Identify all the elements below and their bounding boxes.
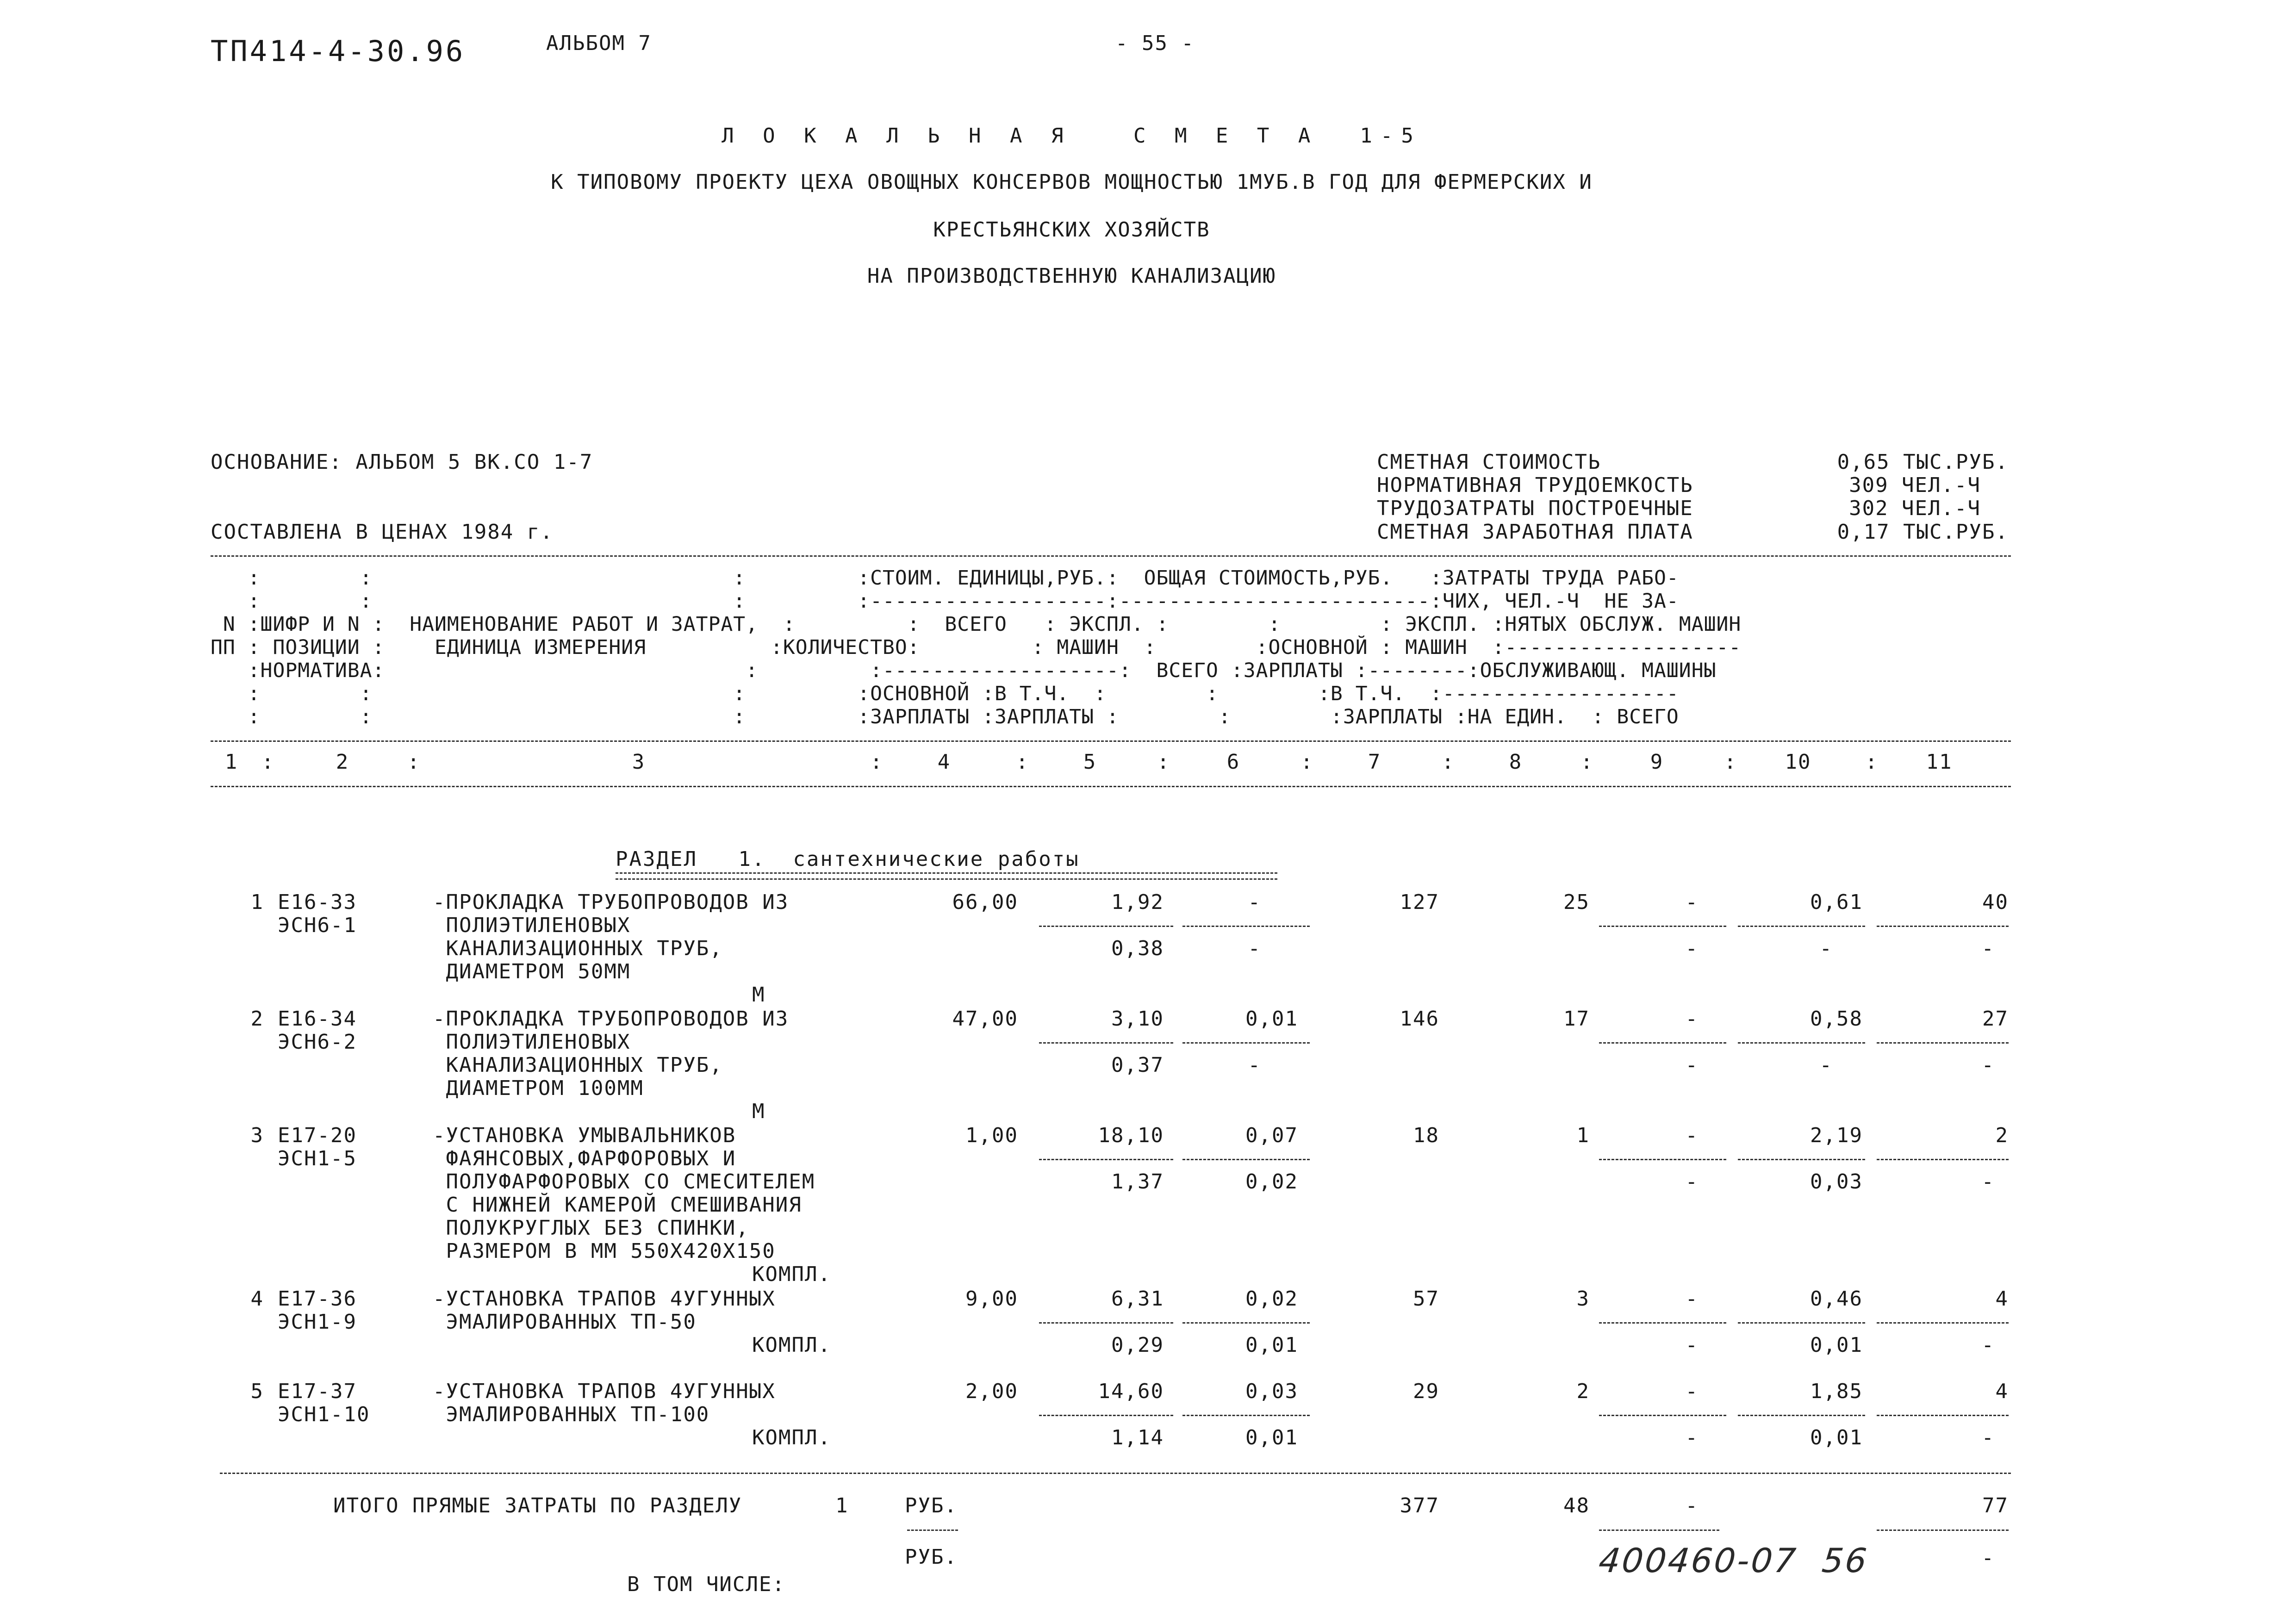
row-quantity: 2,00 — [965, 1380, 1018, 1403]
row-name-line: ПОЛУФАРФОРОВЫХ СО СМЕСИТЕЛЕМ — [433, 1170, 815, 1194]
row-unit-wage: 0,37 — [1111, 1053, 1164, 1077]
column-separator: : — [1865, 750, 1879, 774]
totals-unit: РУБ. — [905, 1494, 958, 1517]
row-machine-total-wage: - — [1685, 1053, 1699, 1077]
row-service-unit: 0,01 — [1810, 1426, 1863, 1449]
row-labor-total: 2 — [1995, 1124, 2009, 1147]
row-divider — [1738, 1159, 1865, 1160]
row-code-secondary: ЭСН1-10 — [278, 1403, 370, 1426]
row-wages: 3 — [1576, 1287, 1590, 1311]
row-name-line: ЭМАЛИРОВАННЫХ ТП-100 — [433, 1403, 710, 1426]
column-separator: : — [1157, 750, 1170, 774]
row-divider — [1182, 1159, 1310, 1160]
row-divider — [1877, 1042, 2009, 1044]
row-number: 3 — [250, 1124, 264, 1147]
row-quantity: 1,00 — [965, 1124, 1018, 1147]
row-name-line: КАНАЛИЗАЦИОННЫХ ТРУБ, — [433, 1053, 723, 1077]
row-divider — [1877, 1322, 2009, 1324]
basis-text: ОСНОВАНИЕ: АЛЬБОМ 5 ВК.СО 1-7 — [211, 450, 593, 474]
row-wages: 2 — [1576, 1380, 1590, 1403]
doc-subtitle-2: КРЕСТЬЯНСКИХ ХОЗЯЙСТВ — [933, 218, 1210, 242]
row-number: 1 — [250, 890, 264, 914]
row-number: 5 — [250, 1380, 264, 1403]
totals-unit-secondary: РУБ. — [905, 1545, 958, 1569]
row-divider — [1039, 1415, 1173, 1416]
row-machine-total: - — [1685, 890, 1699, 914]
row-name-line: -УСТАНОВКА ТРАПОВ 4УГУННЫХ — [433, 1287, 776, 1311]
column-number: 5 — [1083, 750, 1097, 774]
summary-value: 309 ЧЕЛ.-Ч — [1849, 473, 1981, 497]
row-unit-cost: 14,60 — [1098, 1380, 1164, 1403]
row-unit-cost: 3,10 — [1111, 1007, 1164, 1031]
row-unit-cost: 18,10 — [1098, 1124, 1164, 1147]
row-service-total: - — [1981, 1170, 1995, 1194]
row-code: Е16-33 — [278, 890, 357, 914]
row-labor-total: 40 — [1982, 890, 2009, 914]
totals-divider — [907, 1530, 958, 1531]
header-line: : : : :СТОИМ. ЕДИНИЦЫ,РУБ.: ОБЩАЯ СТОИМОСТЬ,РУБ. :ЗАТРАТЫ ТРУДА РАБО- — [211, 566, 1679, 590]
row-machine-wage: 0,01 — [1245, 1333, 1298, 1357]
row-code: Е17-20 — [278, 1124, 357, 1147]
row-service-unit: - — [1819, 1053, 1833, 1077]
row-divider — [1182, 926, 1310, 927]
totals-labor-total: 77 — [1982, 1494, 2009, 1517]
row-wages: 1 — [1576, 1124, 1590, 1147]
row-name-line: РАЗМЕРОМ В ММ 550Х420Х150 — [433, 1239, 776, 1263]
row-machine-cost: 0,01 — [1245, 1007, 1298, 1031]
row-total-cost: 127 — [1400, 890, 1439, 914]
header-line: : : : :ЗАРПЛАТЫ :ЗАРПЛАТЫ : : :ЗАРПЛАТЫ :НА ЕДИН. : ВСЕГО — [211, 705, 1679, 728]
column-separator: : — [1442, 750, 1455, 774]
row-machine-cost: - — [1248, 890, 1261, 914]
row-number: 2 — [250, 1007, 264, 1031]
album-label: АЛЬБОМ 7 — [546, 31, 652, 55]
page-number: - 55 - — [1115, 31, 1195, 55]
row-machine-total: - — [1685, 1124, 1699, 1147]
totals-divider — [1877, 1530, 2009, 1531]
row-quantity: 66,00 — [952, 890, 1018, 914]
row-divider — [1738, 1415, 1865, 1416]
row-divider — [1039, 1042, 1173, 1044]
row-divider — [1877, 1159, 2009, 1160]
totals-label: ИТОГО ПРЯМЫЕ ЗАТРАТЫ ПО РАЗДЕЛУ — [333, 1494, 742, 1517]
row-machine-total-wage: - — [1685, 1426, 1699, 1449]
column-separator: : — [1724, 750, 1737, 774]
row-unit-cost: 1,92 — [1111, 890, 1164, 914]
row-code: Е17-36 — [278, 1287, 357, 1311]
header-line: : : : :-------------------:-------------------------:ЧИХ, ЧЕЛ.-Ч НЕ ЗА- — [211, 590, 1679, 613]
row-divider — [1182, 1415, 1310, 1416]
row-divider — [1599, 1415, 1726, 1416]
row-unit: М — [752, 1100, 765, 1123]
summary-value: 302 ЧЕЛ.-Ч — [1849, 497, 1981, 520]
header-line: N :ШИФР И N : НАИМЕНОВАНИЕ РАБОТ И ЗАТРАТ, : : ВСЕГО : ЭКСПЛ. : : : ЭКСПЛ. :НЯТЫХ ОБСЛУЖ. МАШИН — [211, 613, 1742, 636]
doc-subtitle-3: НА ПРОИЗВОДСТВЕННУЮ КАНАЛИЗАЦИЮ — [867, 264, 1276, 288]
column-number: 4 — [937, 750, 951, 774]
row-name-line: С НИЖНЕЙ КАМЕРОЙ СМЕШИВАНИЯ — [433, 1193, 802, 1217]
summary-label: СМЕТНАЯ ЗАРАБОТНАЯ ПЛАТА — [1377, 520, 1693, 544]
row-name-line: -ПРОКЛАДКА ТРУБОПРОВОДОВ ИЗ — [433, 1007, 789, 1031]
row-labor-total: 4 — [1995, 1380, 2009, 1403]
row-divider — [1599, 1159, 1726, 1160]
column-separator: : — [407, 750, 421, 774]
row-labor-unit: 2,19 — [1810, 1124, 1863, 1147]
column-number: 9 — [1650, 750, 1664, 774]
row-machine-cost: 0,07 — [1245, 1124, 1298, 1147]
row-code-secondary: ЭСН6-2 — [278, 1030, 357, 1054]
column-separator: : — [1016, 750, 1029, 774]
column-number: 6 — [1226, 750, 1240, 774]
row-divider — [1877, 926, 2009, 927]
row-unit-wage: 0,29 — [1111, 1333, 1164, 1357]
section-underline — [616, 872, 1277, 880]
column-separator: : — [1300, 750, 1314, 774]
summary-label: НОРМАТИВНАЯ ТРУДОЕМКОСТЬ — [1377, 473, 1693, 497]
column-number: 3 — [632, 750, 646, 774]
column-separator: : — [1580, 750, 1594, 774]
row-service-unit: 0,01 — [1810, 1333, 1863, 1357]
row-name-line: -УСТАНОВКА УМЫВАЛЬНИКОВ — [433, 1124, 736, 1147]
row-service-total: - — [1981, 1333, 1995, 1357]
column-number: 1 — [224, 750, 238, 774]
row-name-line: ЭМАЛИРОВАННЫХ ТП-50 — [433, 1310, 697, 1334]
totals-including-label: В ТОМ ЧИСЛЕ: — [627, 1573, 785, 1596]
row-machine-total: - — [1685, 1287, 1699, 1311]
row-divider — [1599, 1322, 1726, 1324]
totals-labor-secondary: - — [1981, 1546, 1995, 1570]
row-code: Е16-34 — [278, 1007, 357, 1031]
column-number: 7 — [1368, 750, 1381, 774]
table-top-rule — [211, 555, 2011, 557]
header-line: :НОРМАТИВА: : :-------------------: ВСЕГО :ЗАРПЛАТЫ :--------:ОБСЛУЖИВАЮЩ. МАШИНЫ — [211, 659, 1717, 682]
row-unit: М — [752, 983, 765, 1007]
row-unit-wage: 1,14 — [1111, 1426, 1164, 1449]
column-number: 2 — [336, 750, 349, 774]
row-machine-total: - — [1685, 1380, 1699, 1403]
totals-total-cost: 377 — [1400, 1494, 1439, 1517]
totals-section-number: 1 — [835, 1494, 849, 1517]
doc-title: Л О К А Л Ь Н А Я С М Е Т А 1-5 — [722, 124, 1422, 148]
row-divider — [1738, 926, 1865, 927]
totals-wages: 48 — [1563, 1494, 1590, 1517]
column-separator: : — [870, 750, 884, 774]
row-wages: 17 — [1563, 1007, 1590, 1031]
row-service-total: - — [1981, 1426, 1995, 1449]
row-name-line: ДИАМЕТРОМ 100ММ — [433, 1076, 644, 1100]
row-unit-wage: 1,37 — [1111, 1170, 1164, 1194]
row-divider — [1182, 1042, 1310, 1044]
row-machine-total: - — [1685, 1007, 1699, 1031]
column-separator: : — [261, 750, 275, 774]
row-name-line: ДИАМЕТРОМ 50ММ — [433, 960, 631, 983]
row-labor-total: 27 — [1982, 1007, 2009, 1031]
column-number: 8 — [1509, 750, 1523, 774]
row-name-line: -УСТАНОВКА ТРАПОВ 4УГУННЫХ — [433, 1380, 776, 1403]
row-number: 4 — [250, 1287, 264, 1311]
row-name-line: -ПРОКЛАДКА ТРУБОПРОВОДОВ ИЗ — [433, 890, 789, 914]
row-divider — [1738, 1042, 1865, 1044]
row-divider — [1599, 1042, 1726, 1044]
row-service-unit: - — [1819, 937, 1833, 960]
row-unit: КОМПЛ. — [752, 1426, 831, 1449]
row-divider — [1738, 1322, 1865, 1324]
row-labor-unit: 0,58 — [1810, 1007, 1863, 1031]
row-machine-cost: 0,02 — [1245, 1287, 1298, 1311]
row-code-secondary: ЭСН1-5 — [278, 1147, 357, 1170]
row-total-cost: 18 — [1413, 1124, 1439, 1147]
row-service-unit: 0,03 — [1810, 1170, 1863, 1194]
row-code: Е17-37 — [278, 1380, 357, 1403]
row-machine-wage: - — [1248, 937, 1261, 960]
summary-value: 0,65 ТЫС.РУБ. — [1837, 450, 2009, 474]
row-divider — [1039, 1322, 1173, 1324]
totals-machine-total: - — [1685, 1494, 1699, 1517]
row-machine-total-wage: - — [1685, 937, 1699, 960]
row-machine-wage: 0,02 — [1245, 1170, 1298, 1194]
row-total-cost: 29 — [1413, 1380, 1439, 1403]
row-labor-unit: 0,61 — [1810, 890, 1863, 914]
row-total-cost: 146 — [1400, 1007, 1439, 1031]
row-quantity: 47,00 — [952, 1007, 1018, 1031]
row-divider — [1182, 1322, 1310, 1324]
row-name-line: ПОЛУКРУГЛЫХ БЕЗ СПИНКИ, — [433, 1216, 749, 1240]
row-service-total: - — [1981, 937, 1995, 960]
row-quantity: 9,00 — [965, 1287, 1018, 1311]
row-service-total: - — [1981, 1053, 1995, 1077]
row-unit: КОМПЛ. — [752, 1333, 831, 1357]
column-numbers-rule — [211, 786, 2011, 787]
row-name-line: ПОЛИЭТИЛЕНОВЫХ — [433, 1030, 631, 1054]
prices-text: СОСТАВЛЕНА В ЦЕНАХ 1984 г. — [211, 520, 554, 544]
summary-label: СМЕТНАЯ СТОИМОСТЬ — [1377, 450, 1601, 474]
row-machine-cost: 0,03 — [1245, 1380, 1298, 1403]
row-total-cost: 57 — [1413, 1287, 1439, 1311]
row-labor-total: 4 — [1995, 1287, 2009, 1311]
row-divider — [1877, 1415, 2009, 1416]
summary-label: ТРУДОЗАТРАТЫ ПОСТРОЕЧНЫЕ — [1377, 497, 1693, 520]
totals-divider — [1599, 1530, 1719, 1531]
header-rule — [211, 740, 2011, 742]
row-name-line: КАНАЛИЗАЦИОННЫХ ТРУБ, — [433, 937, 723, 960]
row-code-secondary: ЭСН6-1 — [278, 914, 357, 937]
handwritten-note: 400460-07 56 — [1597, 1541, 1871, 1580]
row-labor-unit: 0,46 — [1810, 1287, 1863, 1311]
row-name-line: ПОЛИЭТИЛЕНОВЫХ — [433, 914, 631, 937]
row-divider — [1039, 1159, 1173, 1160]
row-unit-wage: 0,38 — [1111, 937, 1164, 960]
project-code: ТП414-4-30.96 — [211, 34, 466, 68]
row-name-line: ФАЯНСОВЫХ,ФАРФОРОВЫХ И — [433, 1147, 736, 1170]
header-line: ПП : ПОЗИЦИИ : ЕДИНИЦА ИЗМЕРЕНИЯ :КОЛИЧЕСТВО: : МАШИН : :ОСНОВНОЙ : МАШИН :------------------- — [211, 636, 1742, 659]
section-label: РАЗДЕЛ 1. сантехнические работы — [616, 847, 1080, 871]
row-divider — [1039, 926, 1173, 927]
row-code-secondary: ЭСН1-9 — [278, 1310, 357, 1334]
row-machine-total-wage: - — [1685, 1333, 1699, 1357]
row-unit-cost: 6,31 — [1111, 1287, 1164, 1311]
doc-subtitle-1: К ТИПОВОМУ ПРОЕКТУ ЦЕХА ОВОЩНЫХ КОНСЕРВОВ МОЩНОСТЬЮ 1МУБ.В ГОД ДЛЯ ФЕРМЕРСКИХ И — [551, 170, 1593, 194]
column-number: 11 — [1926, 750, 1953, 774]
row-wages: 25 — [1563, 890, 1590, 914]
row-machine-wage: 0,01 — [1245, 1426, 1298, 1449]
column-number: 10 — [1785, 750, 1811, 774]
row-labor-unit: 1,85 — [1810, 1380, 1863, 1403]
header-line: : : : :ОСНОВНОЙ :В Т.Ч. : : :В Т.Ч. :------------------- — [211, 682, 1679, 705]
summary-value: 0,17 ТЫС.РУБ. — [1837, 520, 2009, 544]
row-unit: КОМПЛ. — [752, 1262, 831, 1286]
totals-rule — [220, 1473, 2011, 1474]
row-machine-wage: - — [1248, 1053, 1261, 1077]
row-divider — [1599, 926, 1726, 927]
row-machine-total-wage: - — [1685, 1170, 1699, 1194]
